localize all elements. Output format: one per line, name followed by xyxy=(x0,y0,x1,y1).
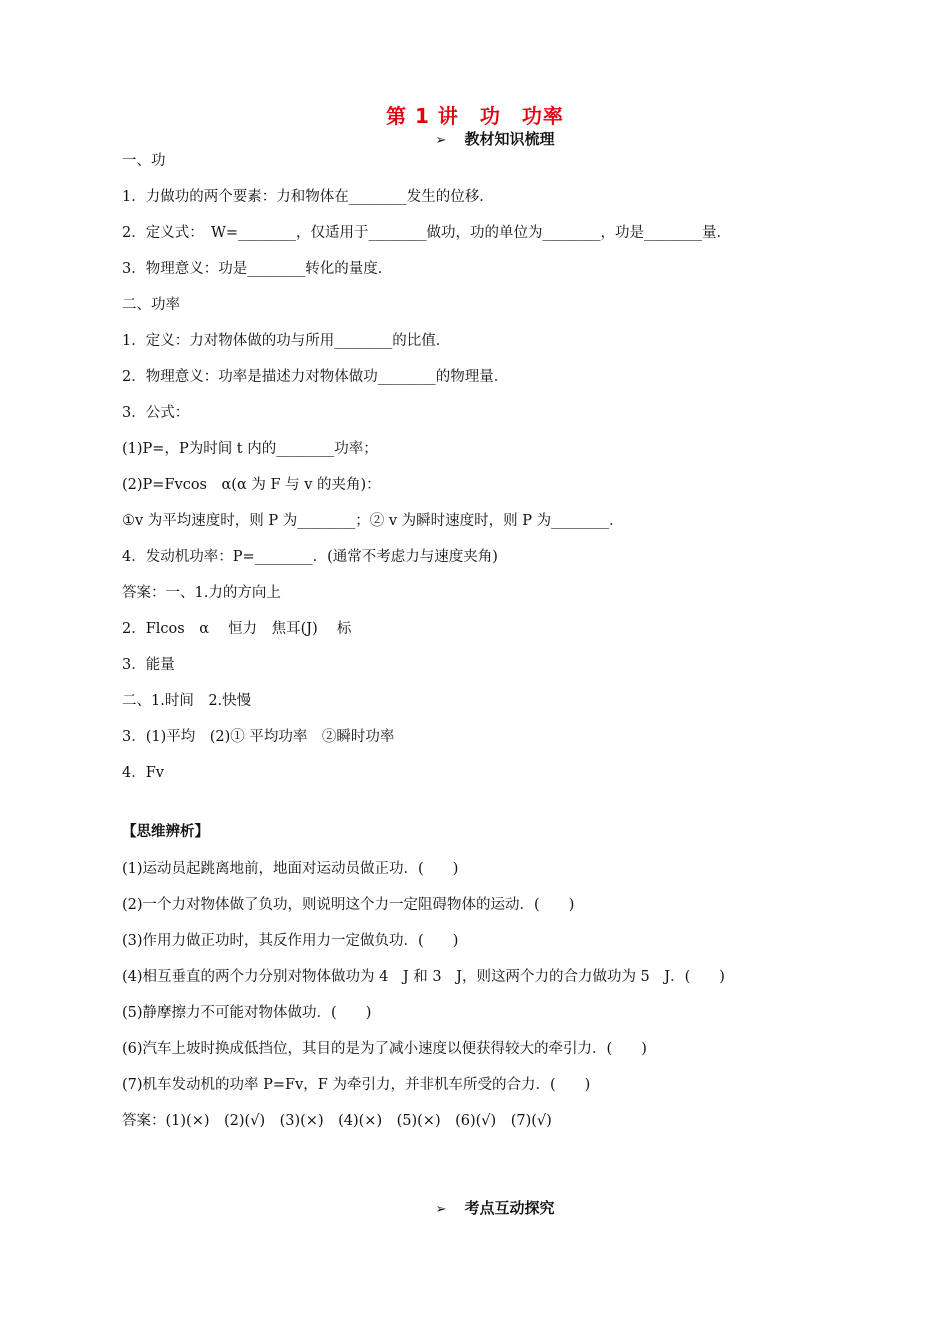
answer-line: 二、1.时间 2.快慢 xyxy=(122,693,252,709)
text-line: 2．定义式： W=________，仅适用于________做功，功的单位为________，功是________量． xyxy=(122,225,732,241)
answer-line: 2．Flcos α 恒力 焦耳(J) 标 xyxy=(122,621,352,637)
text-line: 二、功率 xyxy=(122,297,180,313)
section-heading-label: 教材知识梳理 xyxy=(464,130,555,148)
thinking-item: (2)一个力对物体做了负功，则说明这个力一定阻碍物体的运动．( ) xyxy=(122,897,575,913)
page-title: 第 1 讲 功 功率 xyxy=(386,104,564,128)
text-line: 4．发动机功率：P=________．(通常不考虑力与速度夹角) xyxy=(122,549,498,565)
arrow-bullet-icon: ➢ xyxy=(435,1202,447,1217)
text-line: (1)P=，P为时间 t 内的________功率； xyxy=(122,441,378,457)
answer-line: 3．(1)平均 (2)① 平均功率 ②瞬时功率 xyxy=(122,729,395,745)
thinking-item: (5)静摩擦力不可能对物体做功．( ) xyxy=(122,1005,372,1021)
thinking-item: (6)汽车上坡时换成低挡位，其目的是为了减小速度以便获得较大的牵引力．( ) xyxy=(122,1041,647,1057)
text-line: 1．力做功的两个要素：力和物体在________发生的位移． xyxy=(122,189,494,205)
text-line: 3．物理意义：功是________转化的量度． xyxy=(122,261,393,277)
text-line: ①v 为平均速度时，则 P 为________；② v 为瞬时速度时，则 P 为________． xyxy=(122,513,624,529)
answer-line: 3．能量 xyxy=(122,657,175,673)
text-line: (2)P=Fvcos α(α 为 F 与 v 的夹角)： xyxy=(122,477,381,493)
text-line: 1．定义：力对物体做的功与所用________的比值． xyxy=(122,333,451,349)
text-line: 3．公式： xyxy=(122,405,190,421)
section-heading-exploration xyxy=(0,1197,950,1218)
thinking-answer: 答案：(1)(×) (2)(√) (3)(×) (4)(×) (5)(×) (6)(√) (7)(√) xyxy=(122,1113,552,1129)
thinking-item: (3)作用力做正功时，其反作用力一定做负功．( ) xyxy=(122,933,459,949)
thinking-heading: 【思维辨析】 xyxy=(122,824,209,840)
thinking-item: (1)运动员起跳离地前，地面对运动员做正功．( ) xyxy=(122,861,459,877)
text-line: 一、功 xyxy=(122,153,166,169)
thinking-item: (4)相互垂直的两个力分别对物体做功为 4 J 和 3 J，则这两个力的合力做功为 5 J．( ) xyxy=(122,969,725,985)
thinking-item: (7)机车发动机的功率 P=Fv，F 为牵引力，并非机车所受的合力．( ) xyxy=(122,1077,591,1093)
section-heading-textbook xyxy=(0,128,950,149)
answer-line: 4．Fv xyxy=(122,765,164,781)
text-line: 2．物理意义：功率是描述力对物体做功________的物理量． xyxy=(122,369,509,385)
answer-line: 答案：一、1.力的方向上 xyxy=(122,585,281,601)
section-heading-label: 考点互动探究 xyxy=(464,1199,555,1217)
arrow-bullet-icon: ➢ xyxy=(435,133,447,148)
